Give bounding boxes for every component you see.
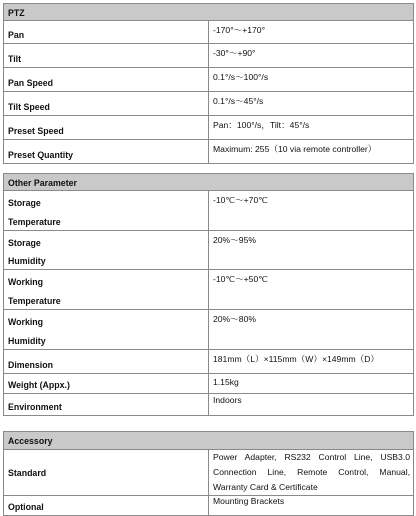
table-row bbox=[4, 68, 414, 92]
table-row bbox=[4, 116, 414, 140]
section-header-row bbox=[4, 174, 414, 191]
preset-quantity-value: Maximum: 255（10 via remote controller） bbox=[209, 140, 414, 164]
pan-value: -170°～+170° bbox=[209, 21, 414, 44]
table-row bbox=[4, 310, 414, 330]
weight-value: 1.15kg bbox=[209, 374, 414, 394]
working-temperature-label-line2: Temperature bbox=[4, 290, 209, 310]
storage-humidity-value: 20%～95% bbox=[209, 231, 414, 270]
environment-value: Indoors bbox=[209, 394, 414, 416]
working-humidity-value: 20%～80% bbox=[209, 310, 414, 350]
storage-temperature-value: -10℃～+70℃ bbox=[209, 191, 414, 231]
table-row bbox=[4, 350, 414, 374]
other-parameter-table bbox=[3, 173, 414, 416]
storage-temperature-label-line1: Storage bbox=[4, 191, 209, 211]
preset-quantity-label: Preset Quantity bbox=[4, 140, 209, 164]
working-temperature-label-line1: Working bbox=[4, 270, 209, 290]
other-parameter-header: Other Parameter bbox=[4, 174, 414, 191]
pan-speed-label: Pan Speed bbox=[4, 68, 209, 92]
tilt-speed-label: Tilt Speed bbox=[4, 92, 209, 116]
optional-value: Mounting Brackets bbox=[209, 496, 414, 516]
table-row bbox=[4, 270, 414, 290]
accessory-header: Accessory bbox=[4, 432, 414, 450]
dimension-label: Dimension bbox=[4, 350, 209, 374]
working-humidity-label-line1: Working bbox=[4, 310, 209, 330]
ptz-header: PTZ bbox=[4, 4, 414, 21]
table-row bbox=[4, 450, 414, 496]
pan-label: Pan bbox=[4, 21, 209, 44]
preset-speed-value: Pan：100°/s，Tilt：45°/s bbox=[209, 116, 414, 140]
table-row bbox=[4, 496, 414, 516]
preset-speed-label: Preset Speed bbox=[4, 116, 209, 140]
environment-label: Environment bbox=[4, 394, 209, 416]
table-row bbox=[4, 394, 414, 416]
accessory-table bbox=[3, 431, 414, 516]
standard-label: Standard bbox=[4, 450, 209, 496]
table-row bbox=[4, 140, 414, 164]
table-row bbox=[4, 374, 414, 394]
weight-label: Weight (Appx.) bbox=[4, 374, 209, 394]
storage-humidity-label-line1: Storage bbox=[4, 231, 209, 251]
pan-speed-value: 0.1°/s～100°/s bbox=[209, 68, 414, 92]
tilt-value: -30°～+90° bbox=[209, 44, 414, 68]
working-temperature-value: -10℃～+50℃ bbox=[209, 270, 414, 310]
tilt-label: Tilt bbox=[4, 44, 209, 68]
table-row bbox=[4, 21, 414, 44]
table-row bbox=[4, 92, 414, 116]
dimension-value: 181mm（L）×115mm（W）×149mm（D） bbox=[209, 350, 414, 374]
ptz-table bbox=[3, 3, 414, 164]
storage-humidity-label-line2: Humidity bbox=[4, 251, 209, 270]
storage-temperature-label-line2: Temperature bbox=[4, 211, 209, 231]
section-header-row bbox=[4, 4, 414, 21]
table-row bbox=[4, 231, 414, 251]
working-humidity-label-line2: Humidity bbox=[4, 330, 209, 350]
standard-value: Power Adapter, RS232 Control Line, USB3.0 Connection Line, Remote Control, Manual, Warranty Card & Certificate bbox=[209, 450, 414, 496]
table-row bbox=[4, 44, 414, 68]
tilt-speed-value: 0.1°/s～45°/s bbox=[209, 92, 414, 116]
table-row bbox=[4, 191, 414, 211]
optional-label: Optional bbox=[4, 496, 209, 516]
section-header-row bbox=[4, 432, 414, 450]
